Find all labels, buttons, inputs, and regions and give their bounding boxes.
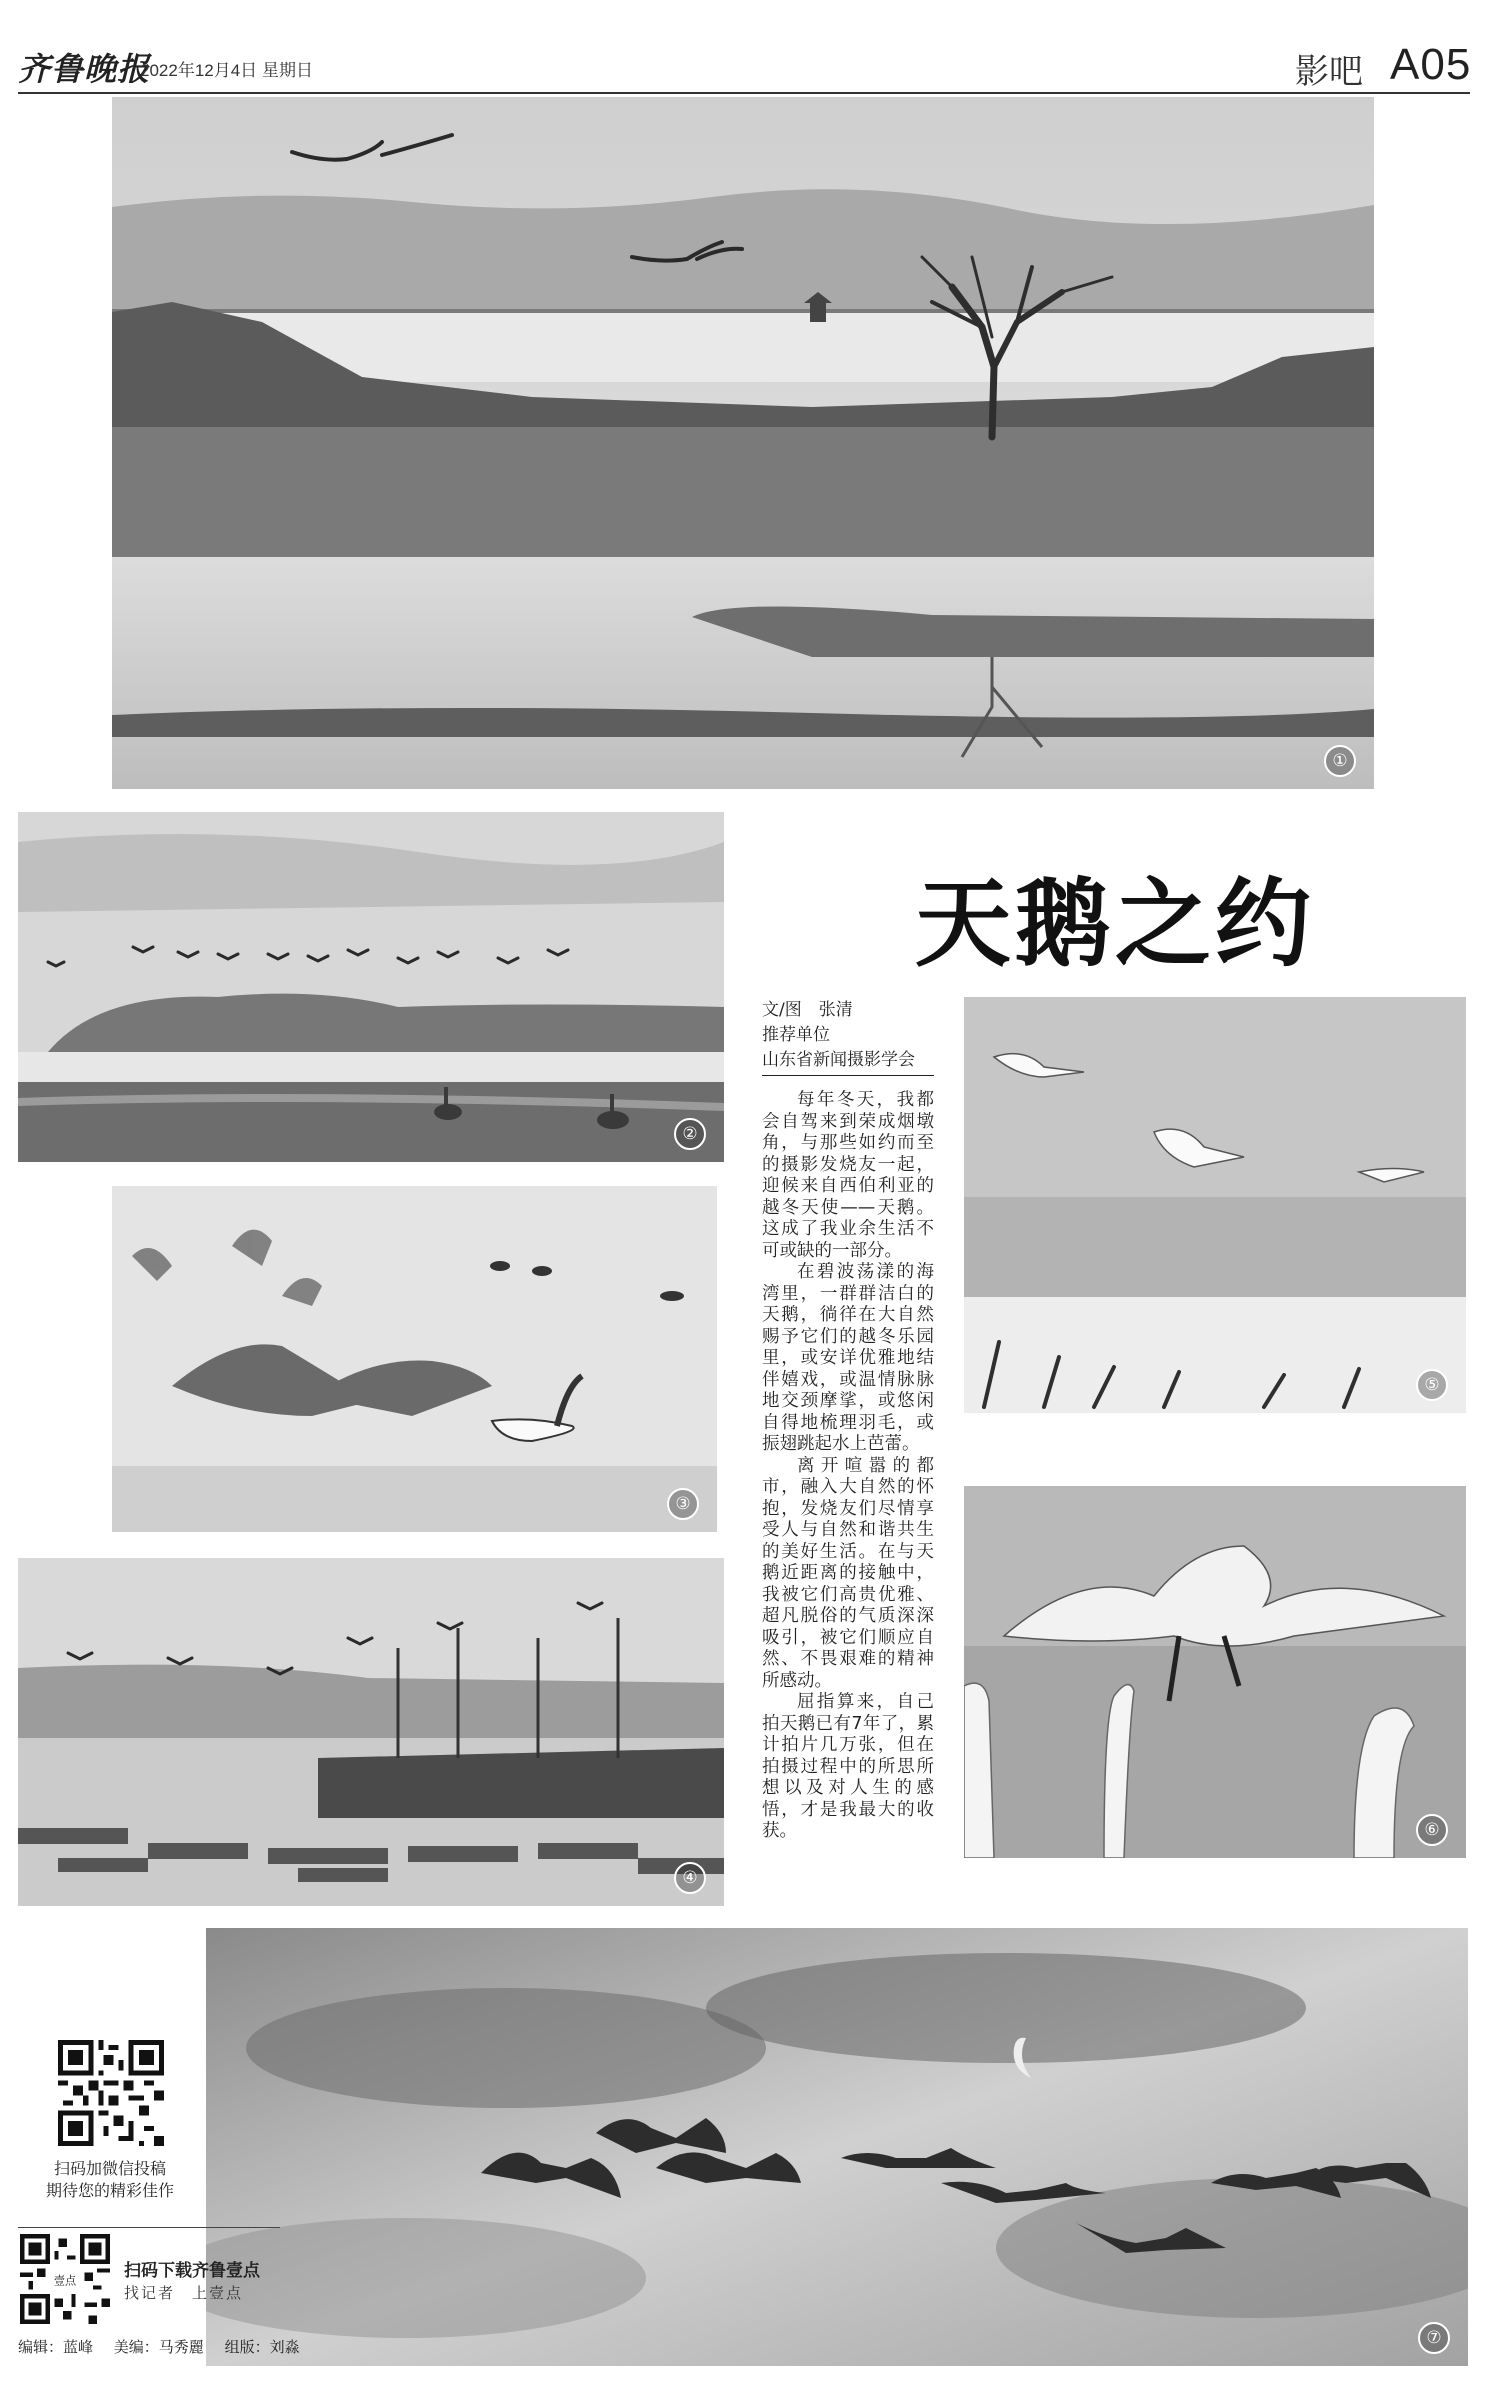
issue-weekday: 星期日	[262, 61, 313, 80]
photo-1-number: ①	[1324, 745, 1356, 777]
weixin-submission-qr-code[interactable]	[58, 2040, 164, 2146]
recommend-label: 推荐单位	[762, 1025, 830, 1045]
article-paragraph: 在碧波荡漾的海湾里，一群群洁白的天鹅，徜徉在大自然赐予它们的越冬乐园里，或安详优雅地结伴嬉戏，或温情脉脉地交颈摩挲，或悠闲自得地梳理羽毛，或振翅跳起水上芭蕾。	[762, 1262, 934, 1454]
photo-6-number: ⑥	[1416, 1814, 1448, 1846]
photo-7-swans-across-clouds	[206, 1928, 1468, 2366]
author-credit: 文/图 张清	[762, 1000, 853, 1020]
photo-7-number: ⑦	[1418, 2322, 1450, 2354]
promo-divider	[18, 2227, 280, 2228]
issue-date: 2022年12月4日	[140, 61, 258, 80]
app-qr-brand: 壹点	[53, 2274, 77, 2288]
masthead-logo: 齐鲁晚报	[18, 50, 151, 88]
photo-6-swan-running-on-water	[964, 1486, 1466, 1858]
photo-1-lakeside-tree	[112, 97, 1374, 789]
weixin-caption-line-1: 扫码加微信投稿	[53, 2159, 166, 2178]
layout-credit: 组版：刘淼	[224, 2338, 300, 2356]
app-slogan: 找记者 上壹点	[124, 2284, 244, 2302]
photo-5-number: ⑤	[1416, 1369, 1448, 1401]
staff-credits	[18, 2336, 316, 2357]
article-paragraph: 屈指算来，自己拍天鹅已有7年了，累计拍片几万张，但在拍摄过程中的所思所想以及对人生的感悟，才是我最大的收获。	[762, 1692, 934, 1841]
app-download-qr-code[interactable]	[20, 2234, 110, 2324]
photo-4-number: ④	[674, 1862, 706, 1894]
photo-2-number: ②	[674, 1118, 706, 1150]
recommend-org: 山东省新闻摄影学会	[762, 1050, 915, 1070]
photo-3-swans-taking-off	[112, 1186, 717, 1532]
weixin-caption	[30, 2158, 190, 2202]
section-name: 影吧	[1295, 52, 1363, 92]
byline-divider	[762, 1075, 934, 1076]
byline	[762, 998, 932, 1073]
article-headline: 天鹅之约	[915, 867, 1315, 980]
article-paragraph: 每年冬天，我都会自驾来到荣成烟墩角，与那些如约而至的摄影发烧友一起，迎候来自西伯利亚的越冬天使——天鹅。这成了我业余生活不可或缺的一部分。	[762, 1090, 934, 1261]
header-divider	[18, 92, 1470, 94]
app-download-title: 扫码下载齐鲁壹点	[124, 2261, 260, 2281]
article-body	[762, 1090, 934, 1843]
editor-credit: 编辑：蓝峰	[18, 2338, 94, 2356]
article-paragraph: 离开喧嚣的都市，融入大自然的怀抱，发烧友们尽情享受人与自然和谐共生的美好生活。在与天鹅近距离的接触中，我被它们高贵优雅、超凡脱俗的气质深深吸引，被它们顺应自然、不畏艰难的精神所感动。	[762, 1455, 934, 1691]
photo-3-number: ③	[667, 1488, 699, 1520]
photo-2-flock-over-bay	[18, 812, 724, 1162]
art-editor-credit: 美编：马秀麗	[113, 2338, 204, 2356]
photo-5-swans-in-snow	[964, 997, 1466, 1413]
photo-4-fishing-boats	[18, 1558, 724, 1906]
page-number: A05	[1390, 40, 1472, 89]
weixin-caption-line-2: 期待您的精彩佳作	[45, 2181, 174, 2200]
